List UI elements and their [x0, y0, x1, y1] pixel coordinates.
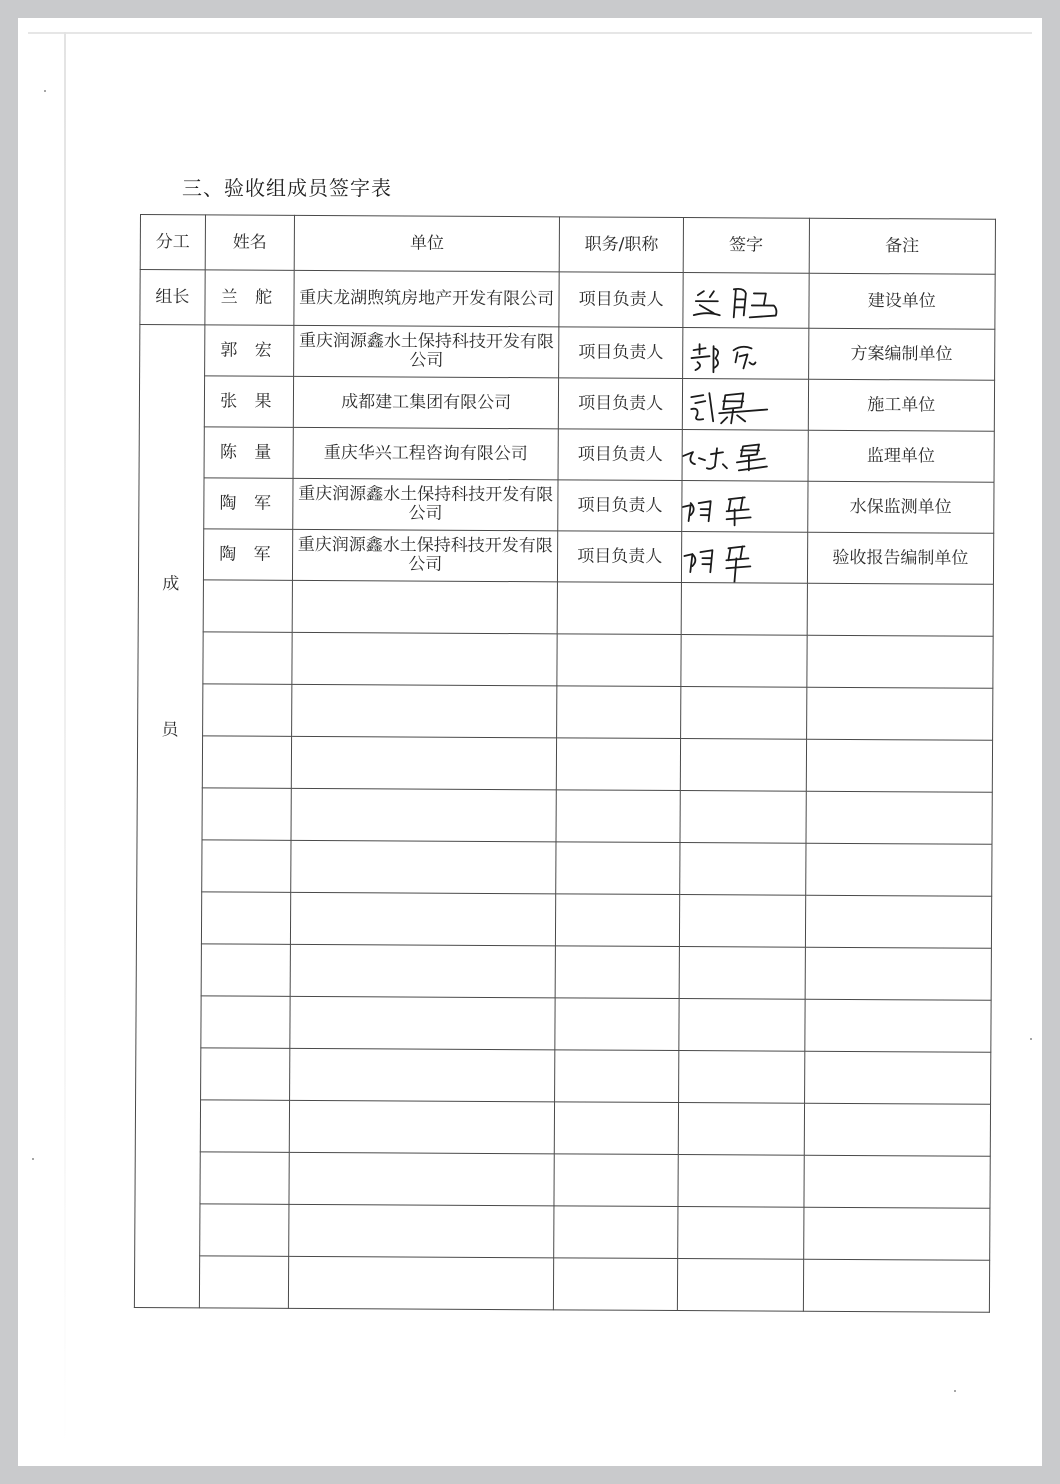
empty-member-row — [136, 1047, 991, 1104]
name-cell — [202, 788, 291, 840]
unit-cell — [289, 1100, 555, 1153]
unit-cell — [290, 1048, 556, 1101]
position-cell: 项目负责人 — [559, 272, 683, 328]
unit-cell: 重庆华兴工程咨询有限公司 — [293, 427, 559, 479]
note-cell — [807, 583, 994, 636]
handwritten-signature — [682, 481, 807, 532]
position-cell — [558, 582, 682, 635]
member-row — [139, 477, 994, 533]
unit-cell: 重庆润源鑫水土保持科技开发有限公司 — [292, 529, 558, 581]
role-char: 成 — [162, 574, 180, 595]
signature-cell — [678, 1155, 804, 1208]
unit-cell — [288, 1256, 554, 1309]
signature-cell — [679, 947, 805, 1000]
signature-cell — [681, 532, 807, 584]
position-cell — [555, 1102, 679, 1155]
name-cell — [201, 996, 290, 1048]
note-cell — [803, 1207, 990, 1260]
note-cell — [804, 1051, 991, 1104]
note-cell — [804, 999, 991, 1052]
note-cell: 水保监测单位 — [807, 481, 994, 533]
empty-member-row — [138, 579, 993, 636]
note-cell — [804, 1155, 991, 1208]
signature-cell — [683, 328, 809, 380]
header-cell: 分工 — [140, 215, 205, 270]
name-cell — [200, 1100, 289, 1152]
signature-cell — [682, 379, 808, 431]
name-cell: 兰 舵 — [205, 270, 294, 325]
signature-cell — [680, 739, 806, 792]
signature-cell — [678, 1207, 804, 1260]
unit-cell: 重庆润源鑫水土保持科技开发有限公司 — [293, 478, 559, 530]
unit-cell — [290, 944, 556, 997]
position-cell: 项目负责人 — [558, 531, 682, 583]
signature-cell — [677, 1259, 803, 1312]
note-cell — [804, 1103, 991, 1156]
position-cell — [554, 1154, 678, 1207]
note-cell: 建设单位 — [808, 273, 995, 329]
position-cell — [555, 1050, 679, 1103]
note-cell — [803, 1259, 990, 1312]
note-cell: 方案编制单位 — [808, 328, 995, 380]
unit-cell — [289, 1152, 555, 1205]
name-cell — [202, 684, 291, 736]
header-cell: 姓名 — [205, 215, 294, 270]
handwritten-signature — [683, 328, 808, 379]
note-cell — [805, 895, 992, 948]
unit-cell — [290, 996, 556, 1049]
position-cell — [556, 842, 680, 895]
empty-member-row — [137, 839, 992, 896]
header-cell: 备注 — [809, 218, 996, 274]
note-cell: 验收报告编制单位 — [807, 532, 994, 584]
note-cell — [806, 687, 993, 740]
position-cell — [554, 1258, 678, 1311]
signature-cell — [679, 895, 805, 948]
note-cell — [806, 791, 993, 844]
empty-member-row — [135, 1151, 990, 1208]
name-cell: 陶 军 — [204, 478, 293, 529]
unit-cell — [292, 580, 558, 633]
empty-member-row — [138, 631, 993, 688]
signature-cell — [682, 481, 808, 533]
name-cell — [200, 1204, 289, 1256]
signature-cell — [678, 1103, 804, 1156]
handwritten-signature — [683, 275, 808, 326]
position-cell — [555, 998, 679, 1051]
member-row — [140, 325, 995, 381]
position-cell — [556, 946, 680, 999]
table-header-row — [140, 215, 995, 275]
name-cell: 郭 宏 — [204, 325, 293, 376]
name-cell: 陶 军 — [203, 529, 292, 580]
name-cell — [201, 944, 290, 996]
position-cell — [557, 634, 681, 687]
signature-cell — [679, 999, 805, 1052]
signature-cell — [683, 273, 809, 329]
section-title: 三、验收组成员签字表 — [182, 176, 392, 200]
position-cell — [554, 1206, 678, 1259]
role-cell: 组长 — [140, 270, 205, 325]
header-cell: 单位 — [294, 215, 560, 271]
member-row — [139, 426, 994, 482]
position-cell — [557, 738, 681, 791]
name-cell: 张 果 — [204, 376, 293, 427]
empty-member-row — [136, 995, 991, 1052]
role-cell-members — [134, 325, 204, 1308]
empty-member-row — [135, 1099, 990, 1156]
scan-speck — [1030, 1038, 1032, 1040]
signature-cell — [678, 1051, 804, 1104]
name-cell — [203, 580, 292, 632]
acceptance-team-signature-table — [134, 214, 996, 1313]
note-cell — [805, 843, 992, 896]
name-cell — [202, 736, 291, 788]
header-cell: 职务/职称 — [560, 217, 684, 273]
position-cell: 项目负责人 — [559, 327, 683, 379]
signature-cell — [680, 843, 806, 896]
position-cell — [557, 686, 681, 739]
position-cell: 项目负责人 — [558, 480, 682, 532]
signature-cell — [681, 635, 807, 688]
empty-member-row — [137, 735, 992, 792]
empty-member-row — [134, 1255, 989, 1312]
note-cell — [806, 739, 993, 792]
name-cell: 陈 量 — [204, 427, 293, 478]
position-cell: 项目负责人 — [558, 429, 682, 481]
scan-speck — [954, 1390, 956, 1392]
name-cell — [200, 1152, 289, 1204]
member-row — [138, 528, 993, 584]
signature-cell — [681, 583, 807, 636]
unit-cell — [292, 684, 558, 737]
name-cell — [200, 1048, 289, 1100]
header-cell: 签字 — [683, 218, 809, 274]
name-cell — [202, 840, 291, 892]
note-cell — [806, 635, 993, 688]
member-row — [139, 376, 994, 432]
unit-cell — [290, 892, 556, 945]
handwritten-signature — [682, 430, 807, 481]
scan-speck — [32, 1158, 34, 1160]
handwritten-signature — [683, 379, 808, 430]
note-cell: 监理单位 — [808, 430, 995, 482]
position-cell: 项目负责人 — [559, 378, 683, 430]
unit-cell — [289, 1204, 555, 1257]
empty-member-row — [135, 1203, 990, 1260]
unit-cell — [292, 632, 558, 685]
note-cell — [805, 947, 992, 1000]
scan-speck — [44, 90, 46, 92]
unit-cell: 成都建工集团有限公司 — [293, 376, 559, 428]
role-char: 员 — [161, 720, 179, 741]
unit-cell — [291, 840, 557, 893]
signature-cell — [680, 791, 806, 844]
signature-cell — [681, 687, 807, 740]
name-cell — [199, 1256, 288, 1308]
name-cell — [201, 892, 290, 944]
document-page — [18, 18, 1042, 1466]
empty-member-row — [137, 787, 992, 844]
leader-row — [140, 270, 995, 330]
handwritten-signature — [682, 532, 807, 583]
empty-member-row — [136, 943, 991, 1000]
position-cell — [556, 790, 680, 843]
name-cell — [203, 632, 292, 684]
position-cell — [556, 894, 680, 947]
unit-cell — [291, 788, 557, 841]
empty-member-row — [138, 683, 993, 740]
unit-cell: 重庆润源鑫水土保持科技开发有限公司 — [294, 325, 560, 377]
scan-top-edge — [28, 32, 1032, 34]
unit-cell — [291, 736, 557, 789]
empty-member-row — [136, 891, 991, 948]
signature-cell — [682, 430, 808, 482]
note-cell: 施工单位 — [808, 379, 995, 431]
scan-fold-line — [64, 32, 66, 1452]
unit-cell: 重庆龙湖煦筑房地产开发有限公司 — [294, 270, 560, 326]
